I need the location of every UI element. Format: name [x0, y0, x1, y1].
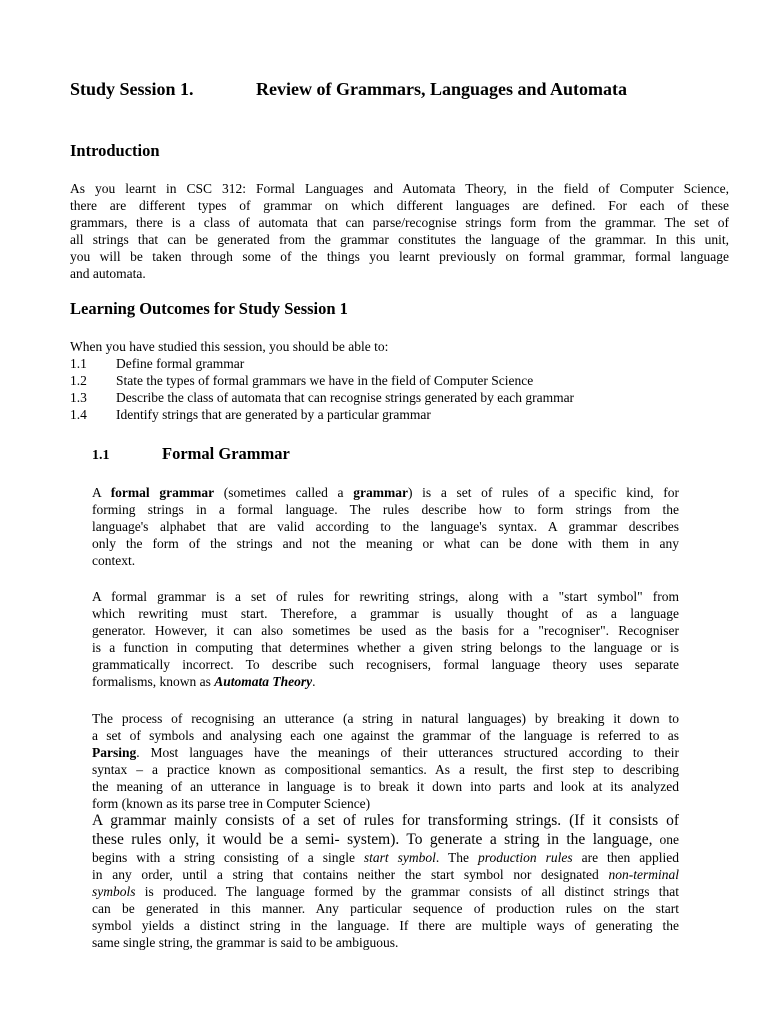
text-line: in any order, until a string that contains neither the start symbol nor designated non-terminal [92, 867, 679, 882]
outcome-number: 1.2 [70, 373, 87, 388]
session-number: Study Session 1. [70, 79, 194, 99]
text-line: only the form of the strings and not the meaning or what can be done with them in any [92, 536, 679, 551]
bold-italic-term: Automata Theory [214, 674, 313, 689]
text-line: you will be taken through some of the things you learnt previously on formal grammar, formal language [70, 249, 729, 264]
text-line: context. [92, 553, 136, 568]
grammar-paragraph-3 [92, 710, 679, 812]
section-title: Formal Grammar [162, 444, 290, 463]
bold-term: grammar [353, 485, 408, 500]
introduction-heading: Introduction [70, 141, 160, 160]
text-line: The process of recognising an utterance (a string in natural languages) by breaking it down to [92, 711, 679, 726]
outcome-item [70, 389, 574, 406]
session-title-text: Review of Grammars, Languages and Automata [256, 79, 627, 99]
outcomes-heading: Learning Outcomes for Study Session 1 [70, 299, 348, 318]
text-line: all strings that can be generated from the grammar constitutes the language of the grammar. In this unit, [70, 232, 729, 247]
text-line: syntax – a practice known as compositional semantics. As a result, the first step to describing [92, 762, 679, 777]
outcome-number: 1.4 [70, 407, 87, 422]
text-line: language's alphabet that are valid according to the language's syntax. A grammar describes [92, 519, 679, 534]
italic-term: start symbol [363, 850, 436, 865]
outcome-number: 1.1 [70, 356, 87, 371]
outcome-text: State the types of formal grammars we have in the field of Computer Science [116, 373, 534, 388]
text-line: formalisms, known as Automata Theory. [92, 674, 316, 689]
bold-term: Parsing [92, 745, 137, 760]
outcomes-intro: When you have studied this session, you should be able to: [70, 339, 389, 354]
text-line: A formal grammar (sometimes called a grammar) is a set of rules of a specific kind, for [92, 485, 679, 500]
outcome-text: Define formal grammar [116, 356, 245, 371]
introduction-paragraph [70, 180, 729, 282]
outcome-number: 1.3 [70, 390, 87, 405]
outcome-text: Identify strings that are generated by a particular grammar [116, 407, 431, 422]
text-line: the meaning of an utterance in language is to break it down into parts and look at its analyzed [92, 779, 679, 794]
italic-term: symbols [92, 884, 136, 899]
text-line: form (known as its parse tree in Computer Science) [92, 796, 371, 811]
section-heading [92, 444, 290, 464]
text-line: which rewriting must start. Therefore, a grammar is usually thought of as a language [92, 606, 679, 621]
text-line: same single string, the grammar is said to be ambiguous. [92, 935, 399, 950]
bold-term: formal grammar [110, 485, 215, 500]
text-line: symbol yields a distinct string in the language. If there are multiple ways of generating the [92, 918, 679, 933]
outcome-text: Describe the class of automata that can recognise strings generated by each grammar [116, 390, 575, 405]
text-line: As you learnt in CSC 312: Formal Languages and Automata Theory, in the field of Computer Science, [70, 181, 729, 196]
grammar-paragraph-1 [92, 484, 679, 569]
outcome-item [70, 372, 533, 389]
grammar-paragraph-4 [92, 811, 679, 951]
session-title [70, 79, 710, 100]
text-line: there are different types of grammar on which different languages are defined. For each of these [70, 198, 729, 213]
text-line: forming strings in a formal language. The rules describe how to form strings from the [92, 502, 679, 517]
text-line: and automata. [70, 266, 146, 281]
text-line: generator. However, it can also sometimes be used as the basis for a "recogniser". Recogniser [92, 623, 679, 638]
section-number: 1.1 [92, 448, 110, 463]
text-line: can be generated in this manner. Any particular sequence of production rules on the start [92, 901, 679, 916]
text-line: grammatically incorrect. To describe such recognisers, formal language theory uses separate [92, 657, 679, 672]
text-line: A formal grammar is a set of rules for rewriting strings, along with a "start symbol" from [92, 589, 679, 604]
text-line: is a function in computing that determines whether a given string belongs to the language or is [92, 640, 679, 655]
outcome-item [70, 406, 431, 423]
text-line: grammars, there is a class of automata that can parse/recognise strings form from the grammar. The set of [70, 215, 729, 230]
text-line: A grammar mainly consists of a set of rules for transforming strings. (If it consists of [92, 812, 679, 829]
text-line: a set of symbols and analysing each one against the grammar of the language is referred to as [92, 728, 679, 743]
text-line: begins with a string consisting of a single start symbol. The production rules are then applied [92, 850, 679, 865]
text-line: these rules only, it would be a semi- system). To generate a string in the language, one [92, 831, 679, 848]
italic-term: non-terminal [608, 867, 679, 882]
outcome-item [70, 355, 244, 372]
text-line: symbols is produced. The language formed by the grammar consists of all distinct strings that [92, 884, 679, 899]
grammar-paragraph-2 [92, 588, 679, 690]
text-line: Parsing. Most languages have the meanings of their utterances structured according to their [92, 745, 679, 760]
italic-term: production rules [477, 850, 573, 865]
